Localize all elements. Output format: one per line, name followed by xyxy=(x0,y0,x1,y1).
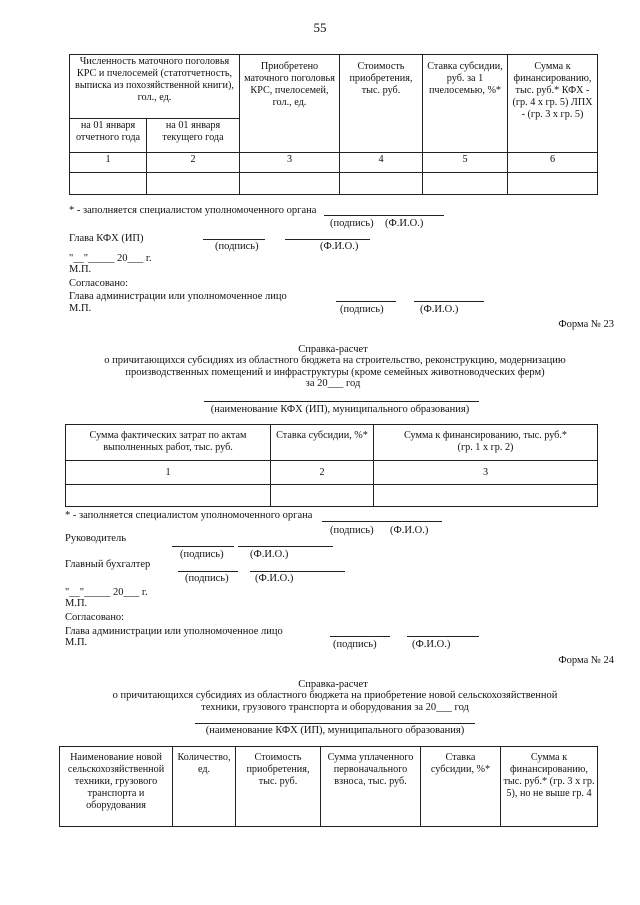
signature-line xyxy=(172,546,234,547)
col-number: 6 xyxy=(508,153,598,173)
signature-caption: (подпись) xyxy=(215,241,259,252)
name-line xyxy=(204,401,479,402)
equipment-subsidy-table xyxy=(59,746,598,827)
stamp-label: М.П. xyxy=(65,598,88,609)
signature-line xyxy=(336,301,396,302)
header-financing-sum: Сумма к финансированию, тыс. руб.* КФХ - (гр. 4 x гр. 5) ЛПХ - (гр. 3 x гр. 5) xyxy=(508,55,598,153)
signature-caption: (подпись) xyxy=(180,549,224,560)
name-caption: (Ф.И.О.) xyxy=(412,639,451,650)
empty-cell xyxy=(271,485,374,507)
name-line xyxy=(407,636,479,637)
signature-caption: (подпись) xyxy=(340,304,384,315)
signature-caption: (подпись) xyxy=(185,573,229,584)
empty-cell xyxy=(70,173,147,195)
name-caption: (Ф.И.О.) xyxy=(390,525,429,536)
name-line xyxy=(414,301,484,302)
header-financing-sum: Сумма к финансированию, тыс. руб.* (гр. 1 x гр. 2) xyxy=(374,425,598,461)
form-number: Форма № 23 xyxy=(558,319,614,330)
empty-cell xyxy=(240,173,340,195)
col-number: 2 xyxy=(271,461,374,485)
signature-caption: (подпись) xyxy=(333,639,377,650)
empty-cell xyxy=(340,173,423,195)
admin-head-label: Глава администрации или уполномоченное лицо xyxy=(65,626,283,637)
form-subtitle: о причитающихся субсидиях из областного бюджета на приобретение новой сельскохозяйственной техники, грузового транспорта и оборудования за 20___ год xyxy=(112,690,558,714)
kfh-head-label: Глава КФХ (ИП) xyxy=(69,233,144,244)
page-number: 55 xyxy=(313,20,327,35)
header-equipment-name: Наименование новой сельскохозяйственной техники, грузового транспорта и оборудования xyxy=(60,747,173,827)
header-purchase-cost: Стоимость приобретения, тыс. руб. xyxy=(236,747,321,827)
name-caption: (наименование КФХ (ИП), муниципального образования) xyxy=(205,725,465,736)
header-subsidy-rate: Ставка субсидии, %* xyxy=(271,425,374,461)
signature-line xyxy=(178,571,238,572)
accountant-label: Главный бухгалтер xyxy=(65,559,151,570)
col-number: 3 xyxy=(374,461,598,485)
construction-subsidy-table xyxy=(65,424,598,507)
name-caption: (Ф.И.О.) xyxy=(420,304,459,315)
header-subsidy-rate: Ставка субсидии, %* xyxy=(421,747,501,827)
signature-line xyxy=(324,215,444,216)
date-field: "__"_____ 20___ г. xyxy=(65,587,148,598)
empty-cell xyxy=(374,485,598,507)
header-livestock-count: Численность маточного поголовья КРС и пчелосемей (статотчетность, выписка из похозяйственной книги), гол., ед. xyxy=(70,55,240,119)
form-number: Форма № 24 xyxy=(558,655,614,666)
form-subtitle: о причитающихся субсидиях из областного бюджета на строительство, реконструкцию, модернизацию производственных помещений и инфраструктуры (кроме семейных животноводческих ферм) xyxy=(104,355,566,379)
name-caption: (Ф.И.О.) xyxy=(250,549,289,560)
col-number: 1 xyxy=(70,153,147,173)
stamp-label: М.П. xyxy=(69,303,92,314)
signature-line xyxy=(203,239,265,240)
form-title: Справка-расчет xyxy=(298,344,368,355)
agreed-label: Согласовано: xyxy=(65,612,125,623)
name-line xyxy=(238,546,333,547)
header-quantity: Количество, ед. xyxy=(173,747,236,827)
col-number: 5 xyxy=(423,153,508,173)
header-purchase-cost: Стоимость приобретения, тыс. руб. xyxy=(340,55,423,153)
stamp-label: М.П. xyxy=(69,264,92,275)
agreed-label: Согласовано: xyxy=(69,278,129,289)
header-jan-current-year: на 01 января текущего года xyxy=(147,119,240,153)
head-label: Руководитель xyxy=(65,533,126,544)
admin-head-label: Глава администрации или уполномоченное лицо xyxy=(69,291,287,302)
form-year: за 20___ год xyxy=(305,378,361,389)
col-number: 3 xyxy=(240,153,340,173)
signature-caption: (подпись) xyxy=(330,218,374,229)
col-number: 1 xyxy=(66,461,271,485)
name-caption: (Ф.И.О.) xyxy=(255,573,294,584)
empty-cell xyxy=(423,173,508,195)
header-paid-deposit: Сумма уплаченного первоначального взноса, тыс. руб. xyxy=(321,747,421,827)
name-line xyxy=(285,239,370,240)
signature-line xyxy=(322,521,442,522)
header-actual-costs: Сумма фактических затрат по актам выполненных работ, тыс. руб. xyxy=(66,425,271,461)
footnote: * - заполняется специалистом уполномоченного органа xyxy=(69,205,317,216)
name-caption: (наименование КФХ (ИП), муниципального образования) xyxy=(210,404,470,415)
header-purchased: Приобретено маточного поголовья КРС, пчелосемей, гол., ед. xyxy=(240,55,340,153)
name-line xyxy=(195,723,475,724)
header-jan-reporting-year: на 01 января отчетного года xyxy=(70,119,147,153)
date-field: "__"_____ 20___ г. xyxy=(69,253,152,264)
name-caption: (Ф.И.О.) xyxy=(385,218,424,229)
empty-cell xyxy=(147,173,240,195)
livestock-subsidy-table xyxy=(69,54,598,195)
header-subsidy-rate: Ставка субсидии, руб. за 1 пчелосемью, %* xyxy=(423,55,508,153)
stamp-label: М.П. xyxy=(65,637,88,648)
col-number: 2 xyxy=(147,153,240,173)
form-title: Справка-расчет xyxy=(298,679,368,690)
footnote: * - заполняется специалистом уполномоченного органа xyxy=(65,510,313,521)
empty-cell xyxy=(508,173,598,195)
signature-line xyxy=(330,636,390,637)
signature-caption: (подпись) xyxy=(330,525,374,536)
name-line xyxy=(250,571,345,572)
header-financing-sum: Сумма к финансированию, тыс. руб.* (гр. 3 x гр. 5), но не выше гр. 4 xyxy=(501,747,598,827)
col-number: 4 xyxy=(340,153,423,173)
name-caption: (Ф.И.О.) xyxy=(320,241,359,252)
empty-cell xyxy=(66,485,271,507)
